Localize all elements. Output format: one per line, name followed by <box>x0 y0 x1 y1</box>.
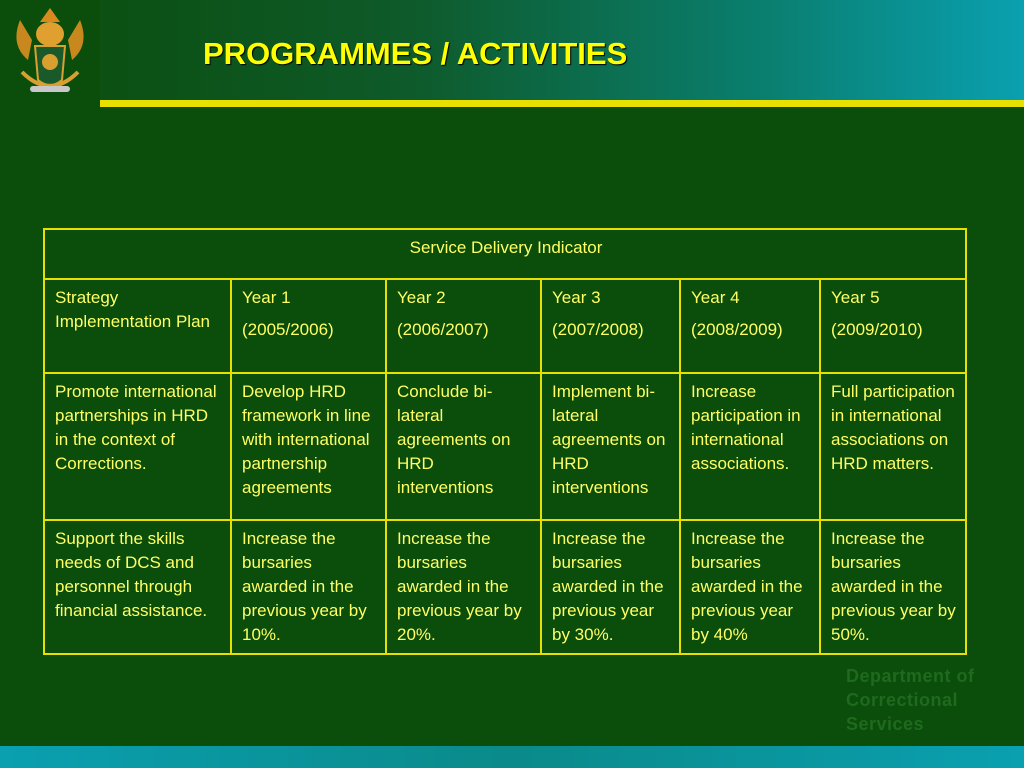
column-label: Year 1 <box>242 288 291 307</box>
table-cell: Increase participation in international associations. <box>680 373 820 520</box>
column-header <box>820 279 966 373</box>
table-cell: Support the skills needs of DCS and personnel through financial assistance. <box>44 520 231 654</box>
coat-of-arms-icon <box>0 0 100 104</box>
table-header: Service Delivery Indicator <box>44 229 966 279</box>
header-divider <box>100 100 1024 107</box>
column-header <box>231 279 386 373</box>
table-cell: Increase the bursaries awarded in the previous year by 50%. <box>820 520 966 654</box>
column-label: Year 4 <box>691 288 740 307</box>
service-delivery-table <box>43 228 967 655</box>
logo-area <box>0 0 100 104</box>
column-header <box>680 279 820 373</box>
column-sub: (2007/2008) <box>552 320 644 339</box>
table-cell: Conclude bi-lateral agreements on HRD interventions <box>386 373 541 520</box>
table-cell: Promote international partnerships in HRD in the context of Corrections. <box>44 373 231 520</box>
column-sub: (2006/2007) <box>397 320 489 339</box>
table-row <box>44 520 966 654</box>
department-line: Department of <box>846 666 975 686</box>
department-watermark <box>846 664 975 736</box>
table-cell: Implement bi-lateral agreements on HRD interventions <box>541 373 680 520</box>
column-label: Year 5 <box>831 288 880 307</box>
table-cell: Full participation in international associations on HRD matters. <box>820 373 966 520</box>
table-cell: Increase the bursaries awarded in the previous year by 10%. <box>231 520 386 654</box>
table-cell: Increase the bursaries awarded in the previous year by 20%. <box>386 520 541 654</box>
table-header-row <box>44 229 966 279</box>
column-label: Year 2 <box>397 288 446 307</box>
column-sub: (2008/2009) <box>691 320 783 339</box>
footer-band <box>0 746 1024 768</box>
department-line: Services <box>846 714 925 734</box>
column-sub: (2009/2010) <box>831 320 923 339</box>
column-header <box>44 279 231 373</box>
table-cell: Increase the bursaries awarded in the previous year by 30%. <box>541 520 680 654</box>
page-title: PROGRAMMES / ACTIVITIES <box>203 36 628 71</box>
department-line: Correctional <box>846 690 959 710</box>
column-label: Strategy Implementation Plan <box>55 288 210 331</box>
column-header <box>386 279 541 373</box>
table-cell: Develop HRD framework in line with international partnership agreements <box>231 373 386 520</box>
column-header <box>541 279 680 373</box>
column-header-row <box>44 279 966 373</box>
table-cell: Increase the bursaries awarded in the previous year by 40% <box>680 520 820 654</box>
column-sub: (2005/2006) <box>242 320 334 339</box>
column-label: Year 3 <box>552 288 601 307</box>
table-row <box>44 373 966 520</box>
